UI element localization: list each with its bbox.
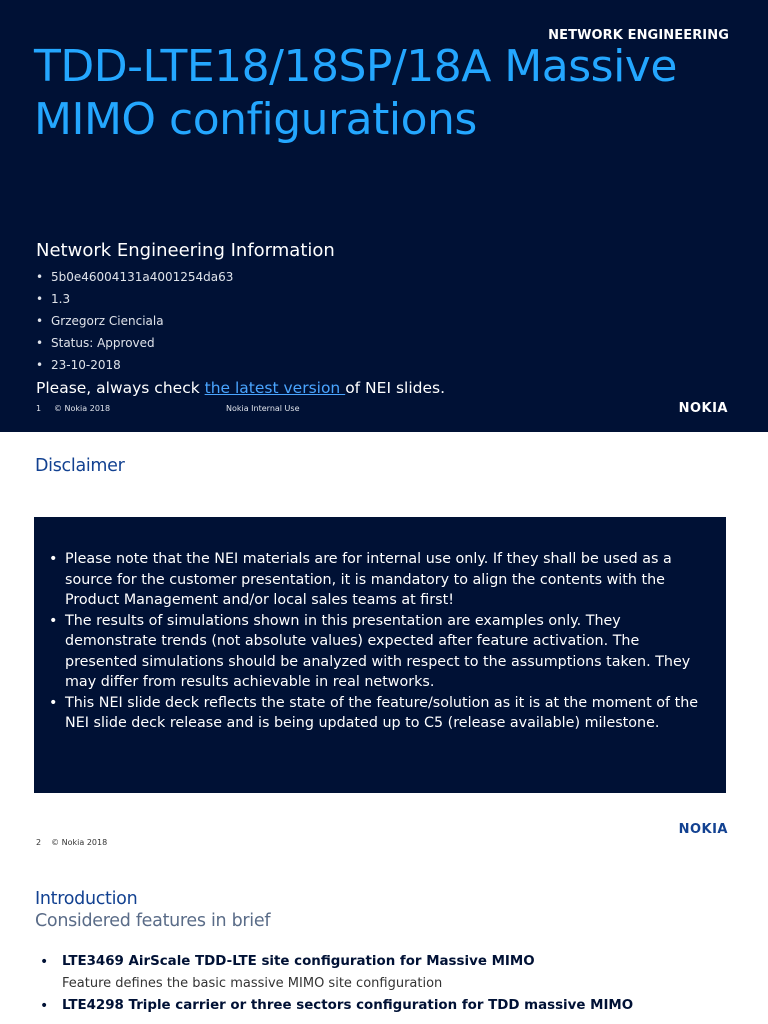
copyright: © Nokia 2018 [51,838,108,847]
slide-title: TDD-LTE18/18SP/18A Massive MIMO configurations [34,41,677,145]
latest-version-notice [36,379,445,397]
document-date: • 23-10-2018 [36,354,233,376]
feature-name: • LTE3469 AirScale TDD-LTE site configuration for Massive MIMO [62,954,535,969]
disclaimer-item: • The results of simulations shown in this presentation are examples only. They demonstrate trends (not absolute values) expected after feature activation. The presented simulations should be analyzed with respect to the assumptions taken. They may differ from results achievable in real networks. [46,611,716,693]
brand-tag: NETWORK ENGINEERING [548,28,729,43]
document-id: • 5b0e46004131a4001254da63 [36,266,233,288]
feature-description: Feature defines the basic massive MIMO site configuration [62,976,443,991]
confidentiality-label: Nokia Internal Use [226,404,300,413]
introduction-subtitle: Considered features in brief [35,911,271,931]
disclaimer-item: • Please note that the NEI materials are for internal use only. If they shall be used as a source for the customer presentation, it is mandatory to align the contents with the Product Management and/or local sales teams at first! [46,549,716,611]
introduction-title: Introduction [35,889,138,909]
feature-name: • LTE4298 Triple carrier or three sectors configuration for TDD massive MIMO [62,998,634,1013]
notice-prefix: Please, always check [36,379,205,397]
document-author: • Grzegorz Cienciala [36,310,233,332]
page-number: 1 [36,404,42,413]
disclaimer-title: Disclaimer [35,456,125,476]
slide-footer [36,404,728,418]
title-slide [0,0,768,432]
document-metadata-list [36,266,233,376]
feature-item [36,996,736,1016]
disclaimer-item: • This NEI slide deck reflects the state of the feature/solution as it is at the moment of the NEI slide deck release and is being updated up to C5 (release available) milestone. [46,693,716,734]
notice-suffix: of NEI slides. [345,379,446,397]
document-version: • 1.3 [36,288,233,310]
feature-item [36,952,736,996]
feature-list [36,952,736,1016]
document-status: • Status: Approved [36,332,233,354]
disclaimer-box [34,517,726,793]
slide-subtitle: Network Engineering Information [36,240,335,261]
latest-version-link[interactable]: the latest version [204,379,346,397]
nokia-logo: NOKIA [678,822,728,837]
nokia-logo: NOKIA [678,401,728,416]
page-number: 2 [36,838,42,847]
disclaimer-list [46,549,716,734]
slide-footer [36,838,107,847]
copyright: © Nokia 2018 [54,404,111,413]
